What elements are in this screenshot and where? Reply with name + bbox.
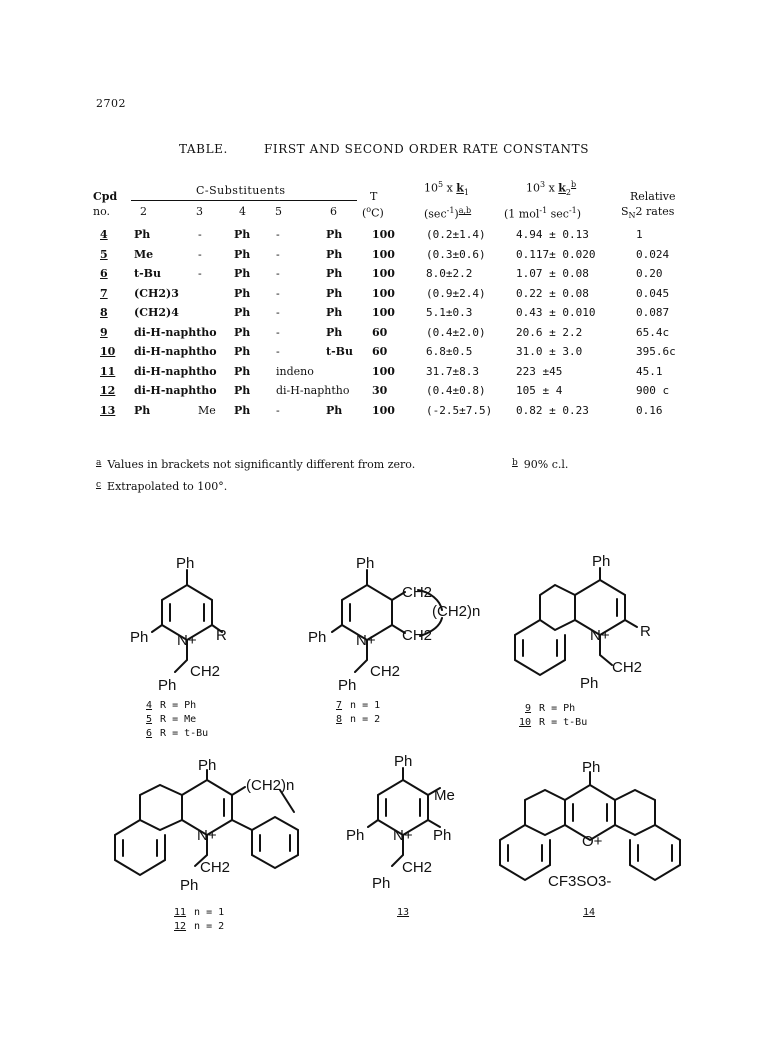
cell-c5: -	[276, 306, 280, 319]
s1-label-n: N+	[177, 632, 197, 649]
caption-14: 14	[583, 907, 596, 918]
cell-c5: -	[276, 228, 280, 241]
cell-c4: Ph	[234, 228, 251, 241]
caption-10: 10 R = t-Bu	[519, 717, 588, 728]
cell-c4: Ph	[234, 267, 251, 280]
cell-T: 60	[372, 325, 388, 339]
header-pos6: 6	[330, 205, 337, 218]
caption-12: 12 n = 2	[174, 921, 225, 932]
header-k2: $10^3$ x $k_2^b$	[526, 180, 577, 197]
cell-c5: -	[276, 325, 280, 339]
s3-label-ph-top: Ph	[592, 553, 611, 570]
cell-c6: Ph	[326, 325, 343, 339]
header-k1-unit: $(\sec^{-1})^{a,b}$	[424, 206, 472, 221]
cell-k2: 223 ±45	[516, 364, 563, 378]
cell-cpd: 8	[100, 306, 108, 319]
cell-k1: (0.4±2.0)	[426, 325, 486, 339]
cell-k1: (0.2±1.4)	[426, 228, 486, 241]
cell-cpd: 11	[100, 364, 116, 378]
s1-label-ph-bottom: Ph	[158, 677, 177, 694]
s2-label-ch2n: (CH2)n	[432, 603, 481, 620]
cell-c4: Ph	[234, 384, 251, 397]
header-k2-unit: (1 mol$^{-1}$ $\sec^{-1}$)	[504, 206, 582, 221]
cell-rel: 0.024	[636, 247, 670, 261]
cell-rel: 45.1	[636, 364, 663, 378]
cell-k2: 1.07 ± 0.08	[516, 267, 589, 280]
caption-4: 4 R = Ph	[146, 700, 197, 711]
footnote-c-mark: c	[96, 480, 102, 490]
s2-label-ch2-bottom: CH2	[370, 663, 401, 680]
cell-k2: 20.6 ± 2.2	[516, 325, 583, 339]
cell-c3: Me	[198, 403, 216, 417]
cell-k2: 0.117± 0.020	[516, 247, 596, 261]
cell-cpd: 12	[100, 384, 116, 397]
cell-c2: (CH2)4	[134, 306, 179, 319]
cell-c3: -	[198, 247, 202, 261]
cell-k1: (-2.5±7.5)	[426, 403, 493, 417]
header-relative: Relative	[630, 190, 676, 203]
cell-c3: -	[198, 228, 202, 241]
structure-6-bonds	[500, 772, 680, 880]
s3-label-ph-bottom: Ph	[580, 675, 599, 692]
cell-c5: indeno	[276, 364, 314, 378]
cell-k2: 4.94 ± 0.13	[516, 228, 589, 241]
s1-label-ch2: CH2	[190, 663, 221, 680]
cell-c4: Ph	[234, 403, 251, 417]
cell-c5: -	[276, 345, 280, 358]
cell-rel: 1	[636, 228, 643, 241]
cell-c6: Ph	[326, 247, 343, 261]
footnote-b-text: 90% c.l.	[523, 458, 569, 471]
cell-c2: (CH2)3	[134, 286, 179, 300]
header-k1: $10^5$ x $k_1$	[424, 180, 470, 197]
s3-label-r: R	[640, 623, 651, 640]
s5-label-ph-bottom: Ph	[372, 875, 391, 892]
s4-label-ph-bottom: Ph	[180, 877, 199, 894]
cell-k1: 31.7±8.3	[426, 364, 479, 378]
cell-c2: Ph	[134, 403, 151, 417]
cell-c4: Ph	[234, 247, 251, 261]
cell-c5: -	[276, 286, 280, 300]
s4-label-ch2: CH2	[200, 859, 231, 876]
cell-T: 100	[372, 364, 395, 378]
structure-5-bonds	[368, 768, 440, 866]
cell-cpd: 7	[100, 286, 108, 300]
cell-c2: Ph	[134, 228, 151, 241]
cell-c2: di-H-naphtho	[134, 345, 217, 358]
cell-c5: -	[276, 403, 280, 417]
structure-1-bonds	[152, 570, 222, 672]
footnote-a-text: Values in brackets not significantly different from zero.	[107, 458, 416, 471]
s2-label-ph-left: Ph	[308, 629, 327, 646]
s1-label-ph-top: Ph	[176, 555, 195, 572]
header-rel-unit: $S_N2$ rates	[621, 205, 675, 221]
page-number: 2702	[96, 97, 126, 110]
cell-c4: Ph	[234, 364, 251, 378]
header-T: T	[370, 190, 378, 203]
cell-k2: 0.43 ± 0.010	[516, 306, 596, 319]
header-T-unit: ($^o$C)	[362, 205, 384, 220]
caption-11: 11 n = 1	[174, 907, 225, 918]
cell-c2: t-Bu	[134, 267, 161, 280]
s1-label-r: R	[216, 627, 227, 644]
s3-label-ch2: CH2	[612, 659, 643, 676]
table-title-main: FIRST AND SECOND ORDER RATE CONSTANTS	[263, 142, 590, 156]
cell-cpd: 6	[100, 267, 108, 280]
s5-label-ch2: CH2	[402, 859, 433, 876]
cell-c4: Ph	[234, 325, 251, 339]
cell-cpd: 5	[100, 247, 108, 261]
cell-cpd: 9	[100, 325, 108, 339]
caption-13: 13	[397, 907, 410, 918]
cell-c4: Ph	[234, 306, 251, 319]
s2-label-ch2-b: CH2	[402, 627, 433, 644]
cell-c6: Ph	[326, 228, 343, 241]
header-pos4: 4	[239, 205, 246, 218]
caption-8: 8 n = 2	[336, 714, 381, 725]
cell-c5: -	[276, 247, 280, 261]
cell-rel: 65.4c	[636, 325, 670, 339]
header-pos2: 2	[140, 205, 147, 218]
s5-label-ph-top: Ph	[394, 753, 413, 770]
cell-rel: 0.045	[636, 286, 670, 300]
cell-k1: 5.1±0.3	[426, 306, 473, 319]
caption-5: 5 R = Me	[146, 714, 197, 725]
cell-k1: (0.9±2.4)	[426, 286, 486, 300]
cell-k2: 0.22 ± 0.08	[516, 286, 589, 300]
s5-label-me: Me	[434, 787, 455, 804]
cell-c6: Ph	[326, 306, 343, 319]
cell-c6: t-Bu	[326, 345, 353, 358]
cell-c2: Me	[134, 247, 154, 261]
cell-k1: 6.8±0.5	[426, 345, 473, 358]
s4-label-ch2n: (CH2)n	[246, 777, 295, 794]
cell-k1: (0.3±0.6)	[426, 247, 486, 261]
cell-k2: 0.82 ± 0.23	[516, 403, 589, 417]
cell-c5: -	[276, 267, 280, 280]
cell-cpd: 10	[100, 345, 116, 358]
cell-c4: Ph	[234, 345, 251, 358]
cell-c2: di-H-naphtho	[134, 384, 217, 397]
s2-label-n: N+	[356, 632, 376, 649]
caption-6: 6 R = t-Bu	[146, 728, 209, 739]
cell-c6: Ph	[326, 286, 343, 300]
cell-k2: 31.0 ± 3.0	[516, 345, 583, 358]
footnote-c-text: Extrapolated to 100°.	[107, 480, 228, 493]
cell-cpd: 4	[100, 228, 108, 241]
s1-label-ph-left: Ph	[130, 629, 149, 646]
cell-c4: Ph	[234, 286, 251, 300]
cell-c6: Ph	[326, 267, 343, 280]
table-title-lead: TABLE.	[178, 142, 228, 156]
caption-9: 9 R = Ph	[525, 703, 576, 714]
cell-rel: 0.087	[636, 306, 670, 319]
cell-T: 100	[372, 228, 395, 241]
footnote-b-mark: b	[512, 458, 518, 468]
header-cpd: Cpd	[93, 190, 118, 203]
s5-label-ph-right: Ph	[433, 827, 452, 844]
caption-7: 7 n = 1	[336, 700, 381, 711]
s2-label-ph-bottom: Ph	[338, 677, 357, 694]
cell-T: 100	[372, 286, 395, 300]
s6-label-ph-top: Ph	[582, 759, 601, 776]
cell-T: 100	[372, 306, 395, 319]
s3-label-n: N+	[590, 627, 610, 644]
cell-rel: 395.6c	[636, 345, 676, 358]
header-pos3: 3	[196, 205, 203, 218]
cell-c2: di-H-naphtho	[134, 325, 217, 339]
s5-label-n: N+	[393, 827, 413, 844]
s4-label-n: N+	[197, 827, 217, 844]
s6-label-triflate: CF3SO3-	[548, 873, 612, 890]
s5-label-ph-left: Ph	[346, 827, 365, 844]
cell-c5: di-H-naphtho	[276, 384, 350, 397]
cell-T: 100	[372, 267, 395, 280]
header-c-substituents: C-Substituents	[196, 184, 286, 197]
header-no: no.	[93, 205, 111, 218]
cell-k2: 105 ± 4	[516, 384, 563, 397]
s2-label-ph-top: Ph	[356, 555, 375, 572]
cell-k1: (0.4±0.8)	[426, 384, 486, 397]
cell-k1: 8.0±2.2	[426, 267, 473, 280]
cell-c6: Ph	[326, 403, 343, 417]
cell-c3: -	[198, 267, 202, 280]
s4-label-ph-top: Ph	[198, 757, 217, 774]
s6-label-o: O+	[582, 833, 603, 850]
cell-rel: 0.20	[636, 267, 663, 280]
cell-rel: 900 c	[636, 384, 670, 397]
s2-label-ch2-a: CH2	[402, 584, 433, 601]
cell-c2: di-H-naphtho	[134, 364, 217, 378]
cell-T: 100	[372, 247, 395, 261]
footnote-a-mark: a	[96, 458, 102, 468]
cell-cpd: 13	[100, 403, 116, 417]
header-pos5: 5	[275, 205, 282, 218]
cell-T: 100	[372, 403, 395, 417]
cell-rel: 0.16	[636, 403, 663, 417]
cell-T: 60	[372, 345, 388, 358]
cell-T: 30	[372, 384, 388, 397]
